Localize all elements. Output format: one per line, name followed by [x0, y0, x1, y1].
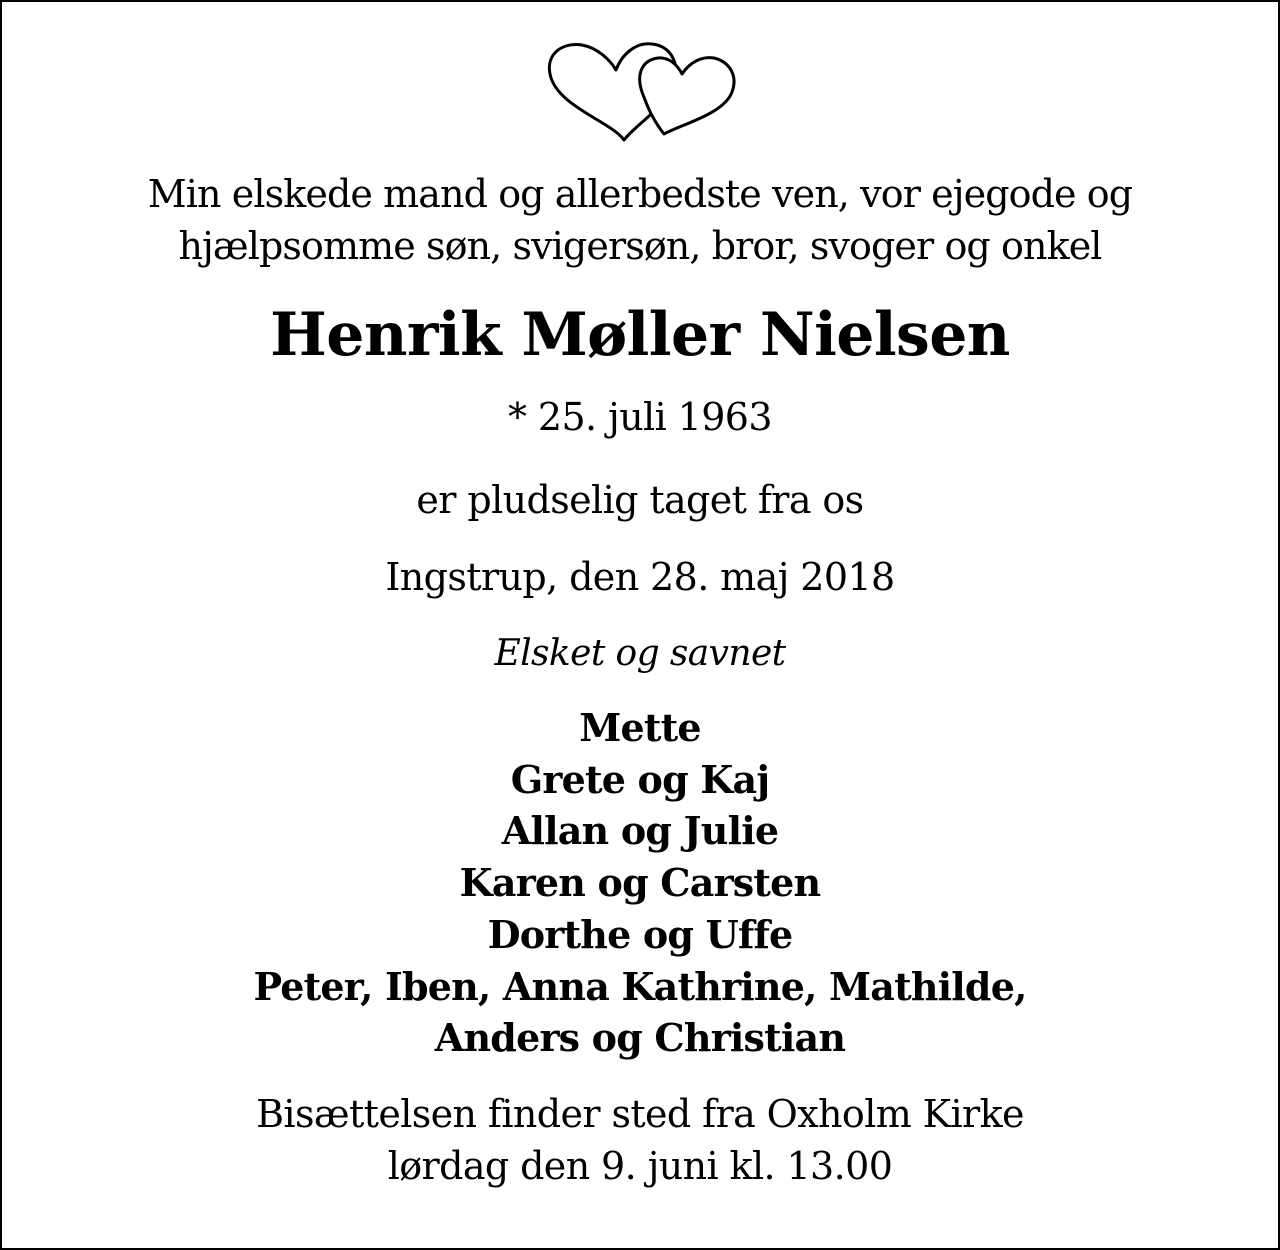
family-line: Allan og Julie	[501, 808, 779, 853]
family-line: Anders og Christian	[434, 1015, 846, 1060]
family-line: Mette	[579, 705, 701, 750]
family-line: Dorthe og Uffe	[487, 912, 793, 957]
intro-line-2: hjælpsomme søn, svigersøn, bror, svoger og onkel	[178, 224, 1102, 268]
family-line: Peter, Iben, Anna Kathrine, Mathilde,	[253, 964, 1027, 1009]
birth-date: * 25. juli 1963	[508, 395, 772, 439]
service-location: Bisættelsen finder sted fra Oxholm Kirke	[256, 1092, 1024, 1136]
service-time: lørdag den 9. juni kl. 13.00	[387, 1144, 893, 1188]
right-heart-icon	[640, 58, 734, 134]
place-and-date: Ingstrup, den 28. maj 2018	[385, 555, 895, 599]
passing-statement: er pludselig taget fra os	[416, 478, 864, 522]
deceased-name: Henrik Møller Nielsen	[270, 300, 1010, 370]
tagline: Elsket og savnet	[494, 633, 786, 674]
intro-line-1: Min elskede mand og allerbedste ven, vor ejegode og	[147, 172, 1133, 216]
two-hearts-icon	[542, 36, 742, 146]
family-line: Grete og Kaj	[510, 757, 770, 802]
family-line: Karen og Carsten	[459, 860, 821, 905]
